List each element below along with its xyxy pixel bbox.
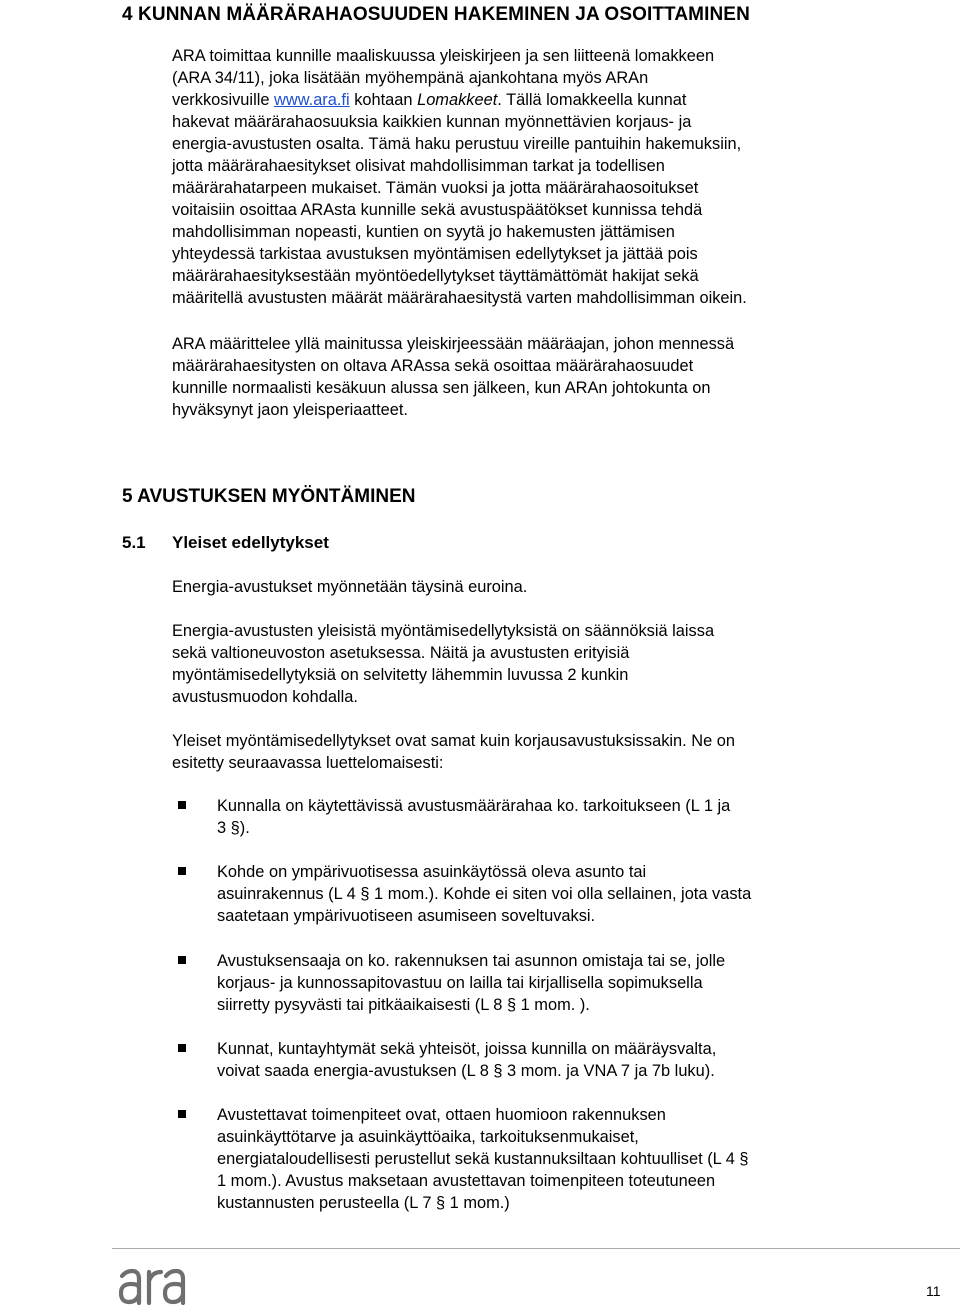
text-line: hyväksynyt jaon yleisperiaatteet. — [172, 401, 408, 419]
text-line: (ARA 34/11), joka lisätään myöhempänä ajankohtana myös ARAn — [172, 69, 649, 87]
text-line: Avustuksensaaja on ko. rakennuksen tai asunnon omistaja tai se, jolle — [217, 952, 726, 970]
section-4-paragraph-1 — [172, 45, 747, 309]
text-line: Avustettavat toimenpiteet ovat, ottaen huomioon rakennuksen — [217, 1106, 666, 1124]
list-item — [217, 950, 725, 1016]
text-line: sekä valtioneuvoston asetuksessa. Näitä ja avustusten erityisiä — [172, 644, 630, 662]
text-line: korjaus- ja kunnossapitovastuu on lailla tai kirjallisella sopimuksella — [217, 974, 703, 992]
text-line: kustannusten perusteella (L 7 § 1 mom.) — [217, 1194, 510, 1212]
list-item — [217, 1038, 716, 1082]
text-line: määrärahaesitysten on oltava ARAssa sekä osoittaa määrärahaosuudet — [172, 357, 694, 375]
text-line: avustusmuodon kohdalla. — [172, 688, 358, 706]
list-item — [217, 795, 730, 839]
text-line: mahdollisimman nopeasti, kuntien on syytä jo hakemusten jättämisen — [172, 223, 675, 241]
text-line: kunnille normaalisti kesäkuun alussa sen jälkeen, kun ARAn johtokunta on — [172, 379, 711, 397]
text-line: 1 mom.). Avustus maksetaan avustettavan toimenpiteen toteutuneen — [217, 1172, 716, 1190]
text-line: siirretty pysyvästi tai pitkäaikaisesti (L 8 § 1 mom. ). — [217, 996, 590, 1014]
text-line: ARA määrittelee yllä mainitussa yleiskirjeessään määräajan, johon mennessä — [172, 335, 735, 353]
text-line: energiataloudellisesti perustellut sekä kustannuksiltaan kohtuulliset (L 4 § — [217, 1150, 749, 1168]
section-5-paragraph-1 — [172, 576, 527, 598]
bullet-marker — [178, 956, 186, 964]
text-line: myöntämisedellytyksiä on selvitetty lähemmin luvussa 2 kunkin — [172, 666, 629, 684]
bullet-marker — [178, 1044, 186, 1052]
text-line: hakevat määrärahaosuuksia kaikkien kunnan myönnettävien korjaus- ja — [172, 113, 692, 131]
subsection-title: Yleiset edellytykset — [172, 533, 329, 552]
text-line: Kohde on ympärivuotisessa asuinkäytössä oleva asunto tai — [217, 863, 647, 881]
lomakkeet-italic: Lomakkeet — [417, 91, 498, 109]
text-line: saatetaan ympärivuotiseen asumiseen soveltuvaksi. — [217, 907, 596, 925]
bullet-marker — [178, 801, 186, 809]
ara-logo-icon — [118, 1262, 192, 1306]
bullet-marker — [178, 1110, 186, 1118]
text-line: Kunnalla on käytettävissä avustusmäärärahaa ko. tarkoitukseen (L 1 ja — [217, 797, 731, 815]
text-line: asuinkäyttötarve ja asuinkäyttöaika, tarkoituksenmukaiset, — [217, 1128, 639, 1146]
text-line: määritellä avustusten määrät määrärahaesitystä varten mahdollisimman oikein. — [172, 289, 747, 307]
section-5-paragraph-2 — [172, 620, 714, 708]
text-line: Energia-avustukset myönnetään täysinä euroina. — [172, 578, 528, 596]
page-number: 11 — [926, 1283, 941, 1299]
text-fragment: . Tällä lomakkeella kunnat — [497, 91, 687, 109]
text-line: asuinrakennus (L 4 § 1 mom.). Kohde ei siten voi olla sellainen, jota vasta — [217, 885, 752, 903]
text-line: esitetty seuraavassa luettelomaisesti: — [172, 754, 444, 772]
text-fragment: verkkosivuille — [172, 91, 275, 109]
text-line: voivat saada energia-avustuksen (L 8 § 3 mom. ja VNA 7 ja 7b luku). — [217, 1062, 715, 1080]
subsection-number: 5.1 — [122, 533, 146, 552]
section-4-paragraph-2 — [172, 333, 734, 421]
bullet-marker — [178, 867, 186, 875]
list-item — [217, 1104, 749, 1214]
text-line: määrärahaesityksestään myöntöedellytykset täyttämättömät hakijat sekä — [172, 267, 699, 285]
section-4-heading: 4 KUNNAN MÄÄRÄRAHAOSUUDEN HAKEMINEN JA OSOITTAMINEN — [122, 4, 750, 25]
text-line: yhteydessä tarkistaa avustuksen myöntämisen edellytykset ja jättää pois — [172, 245, 698, 263]
text-line: jotta määrärahaesitykset olisivat mahdollisimman tarkat ja todellisen — [172, 157, 665, 175]
text-line: 3 §). — [217, 819, 250, 837]
list-item — [217, 861, 751, 927]
text-line: määrärahatarpeen mukaiset. Tämän vuoksi ja jotta määrärahaosoitukset — [172, 179, 699, 197]
text-line: voitaisiin osoittaa ARAsta kunnille sekä avustuspäätökset kunnissa tehdä — [172, 201, 703, 219]
text-line: Kunnat, kuntayhtymät sekä yhteisöt, joissa kunnilla on määräysvalta, — [217, 1040, 717, 1058]
footer-divider — [112, 1248, 960, 1249]
text-fragment: kohtaan — [349, 91, 418, 109]
text-line: Yleiset myöntämisedellytykset ovat samat kuin korjausavustuksissakin. Ne on — [172, 732, 735, 750]
section-5-heading: 5 AVUSTUKSEN MYÖNTÄMINEN — [122, 486, 416, 507]
text-line — [172, 89, 747, 111]
text-line: ARA toimittaa kunnille maaliskuussa yleiskirjeen ja sen liitteenä lomakkeen — [172, 47, 715, 65]
ara-website-link[interactable]: www.ara.fi — [274, 91, 350, 109]
text-line: Energia-avustusten yleisistä myöntämisedellytyksistä on säännöksiä laissa — [172, 622, 715, 640]
ara-logo — [118, 1262, 192, 1311]
text-line: energia-avustusten osalta. Tämä haku perustuu vireille pantuihin hakemuksiin, — [172, 135, 742, 153]
section-5-paragraph-3 — [172, 730, 735, 774]
